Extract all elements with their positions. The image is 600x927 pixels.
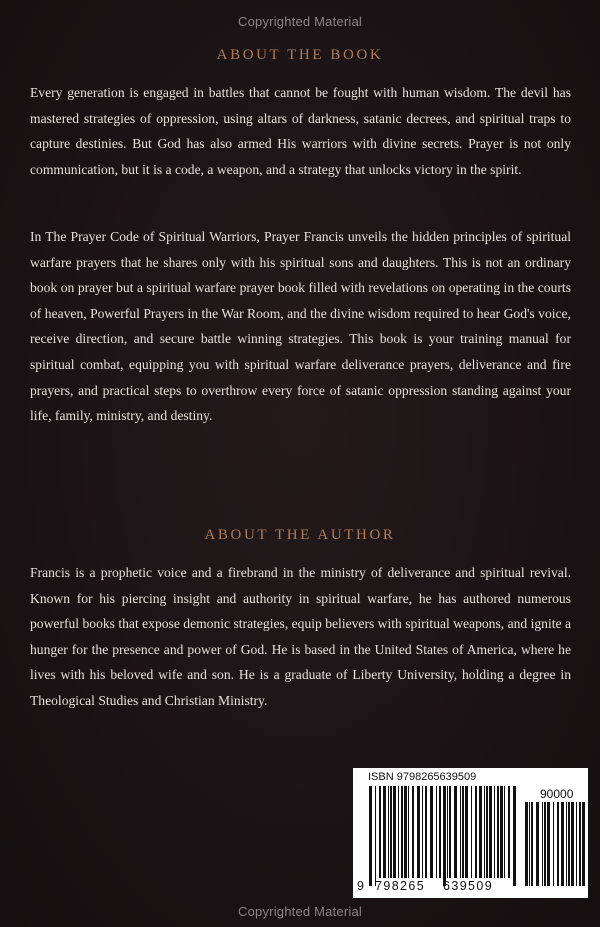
copyright-watermark-top: Copyrighted Material [238, 14, 362, 29]
barcode-digit-lead: 9 [357, 879, 366, 893]
copyright-watermark-bottom: Copyrighted Material [238, 904, 362, 919]
about-author-paragraph: Francis is a prophetic voice and a firebrand in the ministry of deliverance and spiritual revival. Known for his piercing insight and authority in spiritual warfare, he has authored numerous powerful books that expose demonic strategies, equip believers with spiritual weapons, and ignite a hunger for the presence and power of God. He is based in the United States of America, where he lives with his beloved wife and son. He is a graduate of Liberty University, holding a degree in Theological Studies and Christian Ministry. [30, 565, 571, 708]
about-book-paragraph-1: Every generation is engaged in battles that cannot be fought with human wisdom. The devil has mastered strategies of oppression, using altars of darkness, satanic decrees, and spiritual traps to capture destinies. But God has also armed His warriors with divine secrets. Prayer is not only communication, but it is a code, a weapon, and a strategy that unlocks victory in the spirit. [30, 85, 571, 177]
barcode-bar [561, 802, 564, 886]
barcode-bar [553, 802, 554, 886]
barcode-bar [579, 802, 581, 886]
isbn-label: ISBN 9798265639509 [368, 771, 477, 783]
barcode-bar [547, 802, 550, 886]
barcode-bar [529, 802, 530, 886]
barcode-bar [536, 802, 539, 886]
isbn-barcode [353, 768, 588, 898]
about-book-heading: ABOUT THE BOOK [216, 47, 384, 63]
barcode-bar [557, 802, 559, 886]
barcode-bar [525, 802, 528, 886]
barcode-digits-left: 798265 [375, 879, 426, 893]
about-author-heading: ABOUT THE AUTHOR [204, 527, 396, 543]
about-book-paragraph-2: In The Prayer Code of Spiritual Warriors, Prayer Francis unveils the hidden principles of spiritual warfare prayers that he shares only with his spiritual sons and daughters. This is not an ordinary book on prayer but a spiritual warfare prayer book filled with revelations on operating in the courts of heaven, Powerful Prayers in the War Room, and the divine wisdom required to hear God's voice, receive direction, and secure battle winning strategies. This book is your training manual for spiritual combat, equipping you with spiritual warfare deliverance prayers, deliverance and fire prayers, and practical steps to overthrow every force of satanic oppression standing against your life, family, ministry, and destiny. [30, 229, 571, 424]
barcode-digits-right: 639509 [443, 879, 494, 893]
barcode-bar [582, 802, 585, 886]
price-code-label: 90000 [540, 787, 574, 801]
barcode-bar [544, 802, 546, 886]
barcode-bar [531, 802, 533, 886]
barcode-bar [576, 802, 577, 886]
barcode-bar [568, 802, 570, 886]
barcode-bar [566, 802, 567, 886]
barcode-bar [542, 802, 543, 886]
barcode-bar [571, 802, 574, 886]
